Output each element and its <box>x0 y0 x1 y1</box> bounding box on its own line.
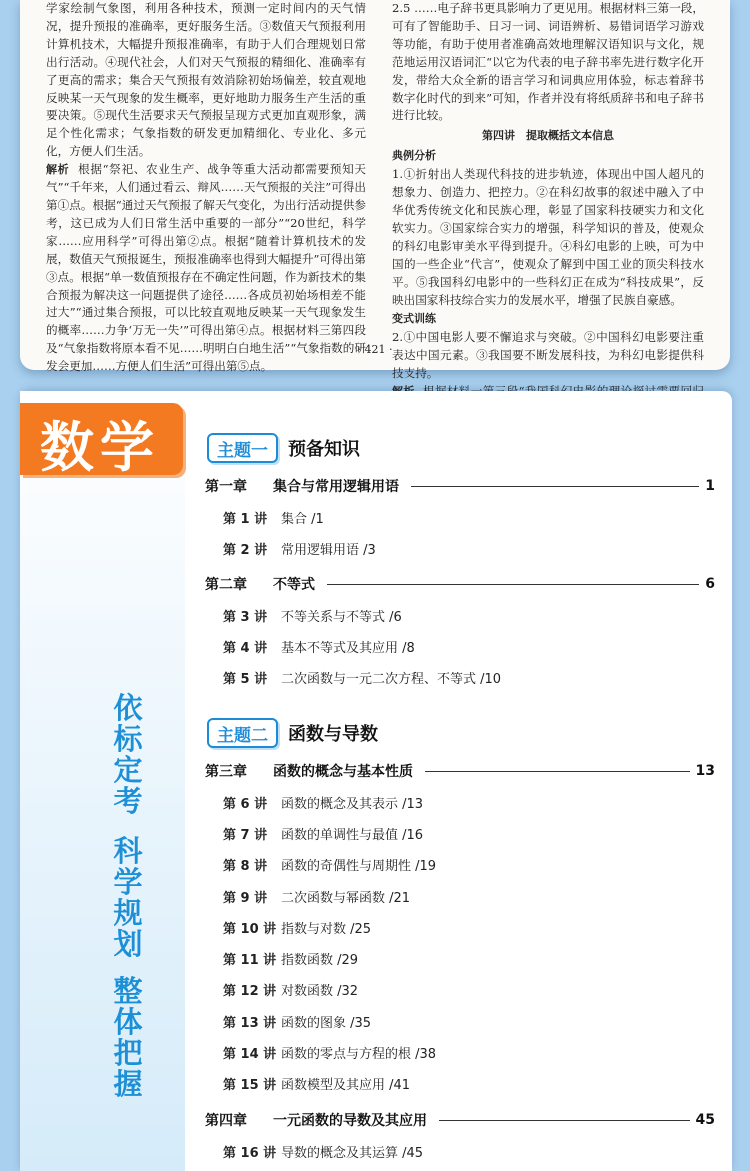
leader-line <box>327 584 699 585</box>
practice-answer: 2.①中国电影人要不懈追求与突破。②中国科幻电影要注重表达中国元素。③我国要不断发展科技，为科幻电影提供科技支持。 <box>392 330 704 381</box>
slogan-char: 把 <box>113 1036 143 1070</box>
chapter-row[interactable]: 第四章 一元函数的导数及其应用 45 <box>205 1112 715 1129</box>
slogan-1 <box>110 693 146 817</box>
slogan-char: 握 <box>113 1067 143 1101</box>
subject-tab <box>20 403 183 479</box>
leader-line <box>439 1120 690 1121</box>
lecture-row[interactable]: 第 14 讲 函数的零点与方程的根 /38 <box>223 1046 437 1062</box>
chapter-row[interactable]: 第二章 不等式 6 <box>205 576 715 593</box>
lecture-row[interactable]: 第 16 讲 导数的概念及其运算 /45 <box>223 1145 424 1161</box>
theme-heading <box>207 433 360 463</box>
lecture-row[interactable]: 第 3 讲 不等关系与不等式 /6 <box>223 609 402 625</box>
lecture-row[interactable]: 第 15 讲 函数模型及其应用 /41 <box>223 1077 411 1093</box>
lecture-row[interactable]: 第 12 讲 对数函数 /32 <box>223 983 359 999</box>
lecture-row[interactable]: 第 4 讲 基本不等式及其应用 /8 <box>223 640 415 656</box>
practice-heading: 变式训练 <box>392 312 436 326</box>
left-text-column <box>46 0 366 376</box>
subject-title: 数学 <box>40 416 160 479</box>
slogan-char: 规 <box>113 896 143 930</box>
leader-line <box>425 771 690 772</box>
right-text-column <box>392 0 704 437</box>
slogan-char: 科 <box>113 834 143 868</box>
theme-title: 函数与导数 <box>288 724 378 745</box>
slogan-char: 划 <box>113 927 143 961</box>
answer-page <box>20 0 730 381</box>
continued-analysis: 2.5 ……电子辞书更具影响力了更见用。根据材料三第一段，可有了智能助手、日习一词、词语辨析、易错词语学习游戏等功能，有助于使用者准确高效地理解汉语知识与文化，规范地运用汉语词汇“以它为代表的电子辞书率先进行数字化开发，带给大众全新的语言学习和词典应用体验，标志着辞书数字化时代的到来”可知，作者并没有将纸质辞书和电子辞书进行比较。 <box>392 1 704 123</box>
slogan-char: 学 <box>113 865 143 899</box>
lecture-row[interactable]: 第 1 讲 集合 /1 <box>223 511 324 527</box>
lecture-row[interactable]: 第 8 讲 函数的奇偶性与周期性 /19 <box>223 858 437 874</box>
lecture-row[interactable]: 第 10 讲 指数与对数 /25 <box>223 921 372 937</box>
answer-paragraph: 学家绘制气象图，利用各种技术，预测一定时间内的天气情况，提升预报的准确率，更好服务生活。③数值天气预报利用计算机技术，大幅提升预报准确率，有助于人们合理规划日常出行活动。④现代社会，人们对天气预报的精细化、准确率有了更高的需求；集合天气预报有效消除初始场偏差，较直观地反映某一天气现象的发生概率，更好地助力服务生产生活的重要决策。⑤现代生活要求天气预报呈现方式更加直观形象，满足个性化需求；气象指数的研发更加精细化、专业化、多元化，方便人们生活。 <box>46 1 366 159</box>
theme-label: 主题二 <box>207 718 278 748</box>
theme-title: 预备知识 <box>288 439 360 460</box>
theme-label: 主题一 <box>207 433 278 463</box>
example-answer: 1.①折射出人类现代科技的进步轨迹，体现出中国人超凡的想象力、创造力、把控力。②在科幻故事的叙述中融入了中华优秀传统文化和民族心理，彰显了国家科技硬实力和文化软实力。③国家综合实力的增强，科学知识的普及，使观众的科幻电影审美水平得到提升。④科幻电影的上映，可为中国的一些企业“代言”，使观众了解到中国工业的顶尖科技水平。⑤我国科幻电影中的一些科幻正在成为“科技成果”，反映出国家科技综合实力的发展水平，增强了民族自豪感。 <box>392 167 704 307</box>
lecture-row[interactable]: 第 6 讲 函数的概念及其表示 /13 <box>223 796 424 812</box>
theme-heading <box>207 718 378 748</box>
analysis-paragraph: 解析 根据“祭祀、农业生产、战争等重大活动都需要预知天气”“千年来，人们通过看云、辩风……天气预报的关注”可得出第①点。根据“通过天气预报了解天气变化，为出行活动提供参考，这已成为人们日常生活中重要的一部分”“20世纪，科学家……应用科学”可得出第②点。根据“随着计算机技术的发展，数值天气预报诞生，预报准确率也得到大幅提升”可得出第③点。根据“单一数值预报存在不确定性问题，作为新技术的集合预报为解决这一问题提供了途径……各成员初始场相差不能过大”“通过集合预报，可以比较直观地反映某一天气现象发生的概率……力争‘万无一失’”可得出第④点。根据材料三第四段及“气象指数将原本看不见……明明白白地生活”“气象指数的研发会更加……方便人们生活”可得出第⑤点。 <box>46 162 367 374</box>
slogan-3 <box>110 976 146 1100</box>
slogan-char: 定 <box>113 753 143 787</box>
lecture-row[interactable]: 第 2 讲 常用逻辑用语 /3 <box>223 542 376 558</box>
leader-line <box>411 486 699 487</box>
chapter-row[interactable]: 第一章 集合与常用逻辑用语 1 <box>205 478 715 495</box>
slogan-char: 考 <box>113 784 143 818</box>
slogan-char: 体 <box>113 1005 143 1039</box>
analysis-tag: 解析 <box>46 163 70 177</box>
example-analysis-heading: 典例分析 <box>392 149 436 163</box>
slogan-char: 依 <box>113 691 143 725</box>
page-number: · 421 · <box>357 343 393 356</box>
lecture-heading: 第四讲 提取概括文本信息 <box>482 129 614 143</box>
slogan-char: 整 <box>113 974 143 1008</box>
lecture-row[interactable]: 第 9 讲 二次函数与幂函数 /21 <box>223 890 411 906</box>
lecture-row[interactable]: 第 11 讲 指数函数 /29 <box>223 952 359 968</box>
toc-sidebar <box>20 391 185 1171</box>
lecture-row[interactable]: 第 13 讲 函数的图象 /35 <box>223 1015 372 1031</box>
chapter-row[interactable]: 第三章 函数的概念与基本性质 13 <box>205 763 715 780</box>
lecture-row[interactable]: 第 7 讲 函数的单调性与最值 /16 <box>223 827 424 843</box>
math-toc-page <box>20 391 732 1171</box>
lecture-row[interactable]: 第 5 讲 二次函数与一元二次方程、不等式 /10 <box>223 671 502 687</box>
slogan-2 <box>110 836 146 960</box>
slogan-char: 标 <box>113 722 143 756</box>
